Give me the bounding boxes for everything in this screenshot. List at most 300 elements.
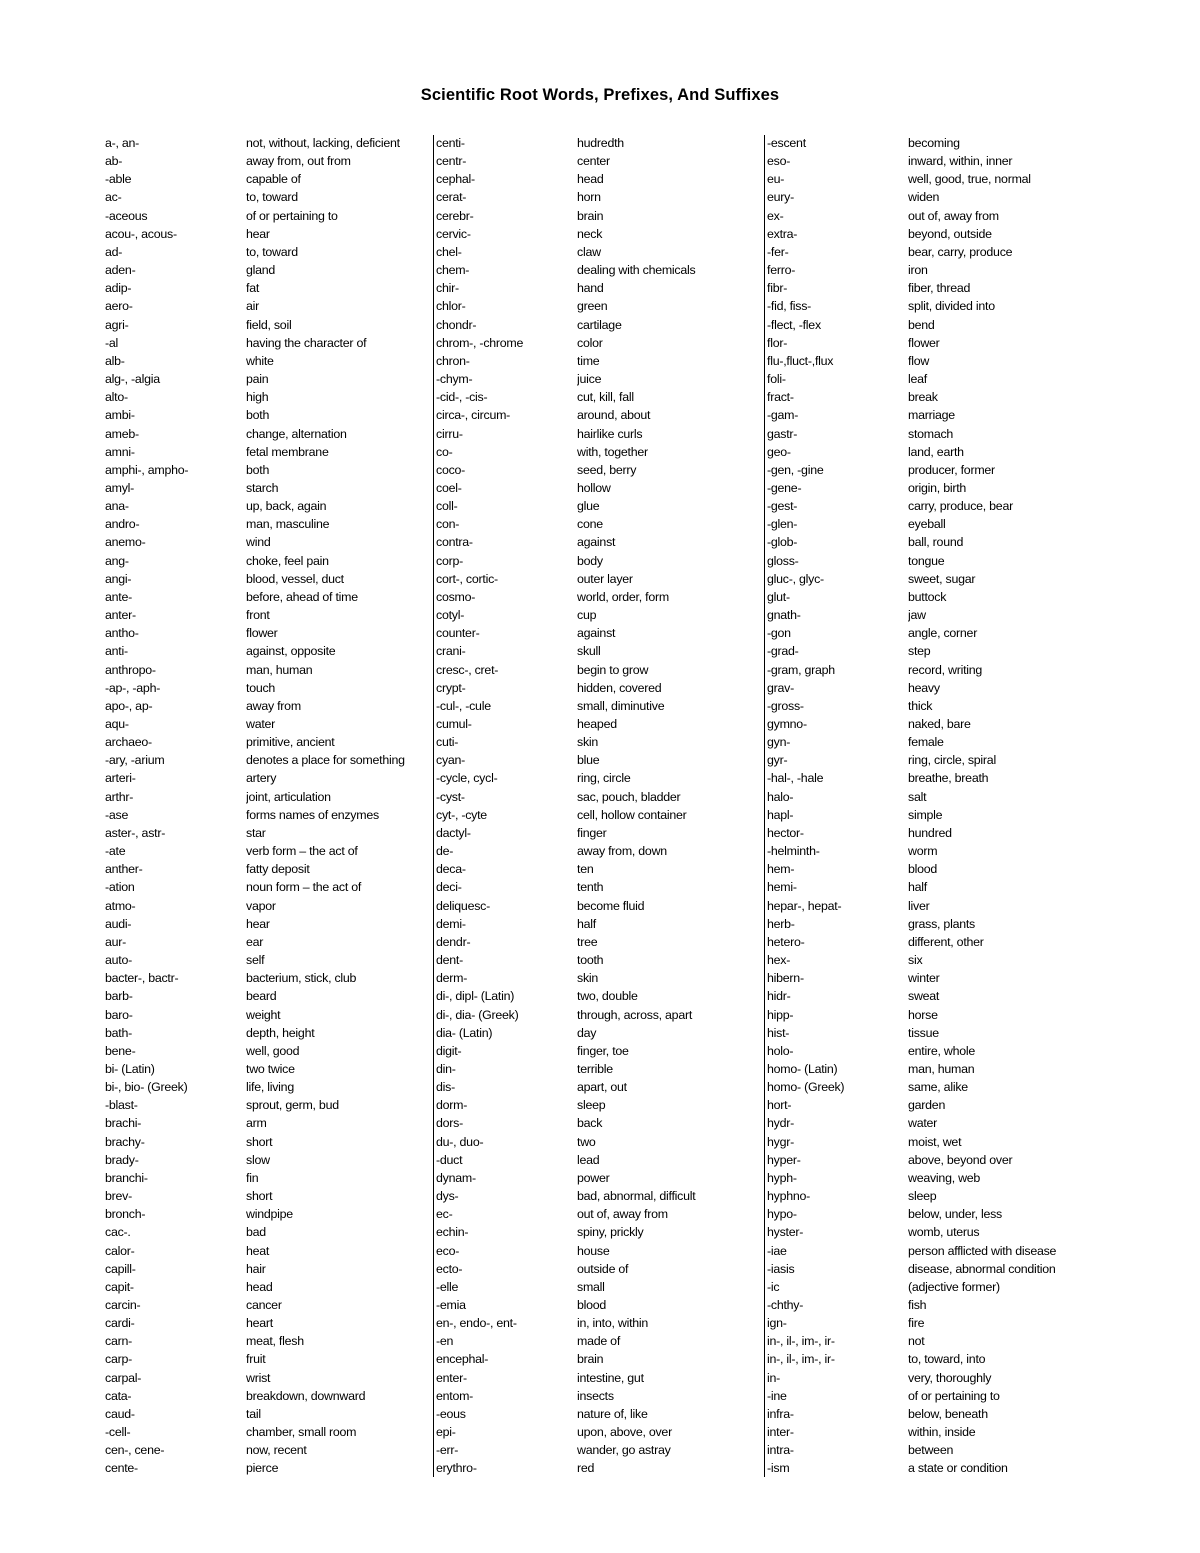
root-term: dors- xyxy=(436,1116,463,1131)
root-meaning: land, earth xyxy=(908,444,964,459)
root-term: chlor- xyxy=(436,299,466,314)
root-meaning: bad xyxy=(246,1225,266,1240)
root-term: gloss- xyxy=(767,553,799,568)
root-term: eso- xyxy=(767,154,791,169)
root-meaning: finger, toe xyxy=(577,1043,629,1058)
root-meaning: below, beneath xyxy=(908,1406,988,1421)
root-meaning: glue xyxy=(577,499,600,514)
root-term: centi- xyxy=(436,136,465,150)
root-term: -fer- xyxy=(767,244,789,259)
root-meaning: sleep xyxy=(908,1189,937,1204)
root-meaning: against, opposite xyxy=(246,644,336,659)
root-term: hyphno- xyxy=(767,1189,811,1204)
root-meaning: lead xyxy=(577,1152,600,1167)
root-term: cervic- xyxy=(436,226,471,241)
root-meaning: of or pertaining to xyxy=(908,1388,1000,1403)
root-meaning: iron xyxy=(908,263,928,278)
root-term: -helminth- xyxy=(767,844,820,859)
root-term: -gen, -gine xyxy=(767,462,824,477)
root-meaning: tooth xyxy=(577,953,604,968)
root-meaning: star xyxy=(246,825,266,840)
root-term: carn- xyxy=(105,1334,132,1349)
root-meaning: neck xyxy=(577,226,603,241)
root-meaning: tongue xyxy=(908,553,945,568)
column-divider xyxy=(764,135,765,1477)
root-meaning: grass, plants xyxy=(908,916,975,931)
root-meaning: tissue xyxy=(908,1025,939,1040)
root-meaning: liver xyxy=(908,898,930,913)
root-meaning: tenth xyxy=(577,880,604,895)
root-meaning: horse xyxy=(908,1007,938,1022)
root-term: gyn- xyxy=(767,735,791,750)
root-term: chrom-, -chrome xyxy=(436,335,524,350)
root-term: chel- xyxy=(436,244,462,259)
root-term: -gam- xyxy=(767,408,799,423)
root-meaning: weight xyxy=(246,1007,281,1022)
root-term: bi- (Latin) xyxy=(105,1061,155,1076)
root-term: fract- xyxy=(767,390,794,405)
root-meaning: hundred xyxy=(908,825,952,840)
root-term: deca- xyxy=(436,862,466,877)
root-term: ante- xyxy=(105,589,132,604)
root-meaning: made of xyxy=(577,1334,621,1349)
root-term: din- xyxy=(436,1061,456,1076)
root-term: alg-, -algia xyxy=(105,372,160,387)
root-term: brev- xyxy=(105,1189,132,1204)
root-term: chron- xyxy=(436,353,470,368)
root-term: -gon xyxy=(767,626,791,641)
root-term: hemi- xyxy=(767,880,797,895)
root-term: -flect, -flex xyxy=(767,317,821,332)
root-meaning: hair xyxy=(246,1261,266,1276)
root-meaning: fatty deposit xyxy=(246,862,310,877)
root-meaning: bad, abnormal, difficult xyxy=(577,1189,696,1204)
root-meaning: hear xyxy=(246,226,270,241)
root-term: grav- xyxy=(767,680,794,695)
page-title: Scientific Root Words, Prefixes, And Suffixes xyxy=(420,86,780,104)
root-term: -hal-, -hale xyxy=(767,771,824,786)
root-meaning: beard xyxy=(246,989,277,1004)
root-meaning: man, human xyxy=(908,1061,975,1076)
root-term: demi- xyxy=(436,916,466,931)
root-meaning: marriage xyxy=(908,408,955,423)
root-meaning: fat xyxy=(246,281,260,296)
root-meaning: power xyxy=(577,1170,610,1185)
root-term: -duct xyxy=(436,1152,463,1167)
root-term: -blast- xyxy=(105,1098,138,1113)
root-meaning: white xyxy=(246,353,274,368)
root-meaning: chamber, small room xyxy=(246,1425,357,1440)
root-term: amyl- xyxy=(105,480,135,495)
root-meaning: brain xyxy=(577,208,604,223)
root-meaning: weaving, web xyxy=(908,1170,981,1185)
root-meaning: half xyxy=(908,880,927,895)
root-term: cerat- xyxy=(436,190,467,205)
root-term: aster-, astr- xyxy=(105,825,166,840)
root-meaning: cartilage xyxy=(577,317,622,332)
root-meaning: bend xyxy=(908,317,935,332)
root-term: chir- xyxy=(436,281,459,296)
root-term: a-, an- xyxy=(105,136,140,150)
column-3 xyxy=(767,134,1098,1478)
root-term: carpal- xyxy=(105,1370,142,1385)
root-term: audi- xyxy=(105,916,132,931)
root-term: ambi- xyxy=(105,408,135,423)
root-meaning: small xyxy=(577,1279,605,1294)
root-meaning: bacterium, stick, club xyxy=(246,971,357,986)
root-term: atmo- xyxy=(105,898,136,913)
root-meaning: upon, above, over xyxy=(577,1425,672,1440)
root-meaning: garden xyxy=(908,1098,946,1113)
root-term: homo- (Latin) xyxy=(767,1061,838,1076)
root-meaning: touch xyxy=(246,680,276,695)
root-meaning: away from, down xyxy=(577,844,667,859)
root-term: brachy- xyxy=(105,1134,145,1149)
root-term: enter- xyxy=(436,1370,467,1385)
root-term: gluc-, glyc- xyxy=(767,571,824,586)
root-meaning: out of, away from xyxy=(577,1207,668,1222)
root-meaning: jaw xyxy=(908,608,926,623)
root-term: cort-, cortic- xyxy=(436,571,498,586)
root-term: -chym- xyxy=(436,372,473,387)
root-term: capill- xyxy=(105,1261,136,1276)
root-term: coll- xyxy=(436,499,458,514)
root-term: carcin- xyxy=(105,1298,141,1312)
root-term: deliquesc- xyxy=(436,898,490,913)
root-meaning: hudredth xyxy=(577,136,624,150)
root-meaning: against xyxy=(577,535,616,550)
root-term: anthropo- xyxy=(105,662,156,677)
root-term: flor- xyxy=(767,335,788,350)
root-term: echin- xyxy=(436,1225,469,1240)
root-term: holo- xyxy=(767,1043,794,1058)
root-meaning: hear xyxy=(246,916,270,931)
root-meaning: body xyxy=(577,553,603,568)
root-meaning: stomach xyxy=(908,426,954,441)
root-term: ana- xyxy=(105,499,129,514)
root-meaning: a state or condition xyxy=(908,1461,1008,1476)
root-meaning: producer, former xyxy=(908,462,995,477)
root-term: -ate xyxy=(105,844,126,859)
root-meaning: pierce xyxy=(246,1461,279,1476)
root-term: corp- xyxy=(436,553,463,568)
root-term: cresc-, cret- xyxy=(436,662,499,677)
root-term: -cyst- xyxy=(436,789,465,804)
root-meaning: short xyxy=(246,1189,273,1204)
root-meaning: primitive, ancient xyxy=(246,735,335,750)
root-term: angi- xyxy=(105,571,132,586)
root-meaning: to, toward, into xyxy=(908,1352,986,1367)
root-term: dys- xyxy=(436,1189,459,1204)
root-term: di-, dia- (Greek) xyxy=(436,1007,519,1022)
root-meaning: heat xyxy=(246,1243,270,1258)
root-meaning: record, writing xyxy=(908,662,983,677)
root-meaning: begin to grow xyxy=(577,662,649,677)
root-meaning: within, inside xyxy=(908,1425,976,1440)
root-term: hetero- xyxy=(767,934,805,949)
root-term: -able xyxy=(105,172,132,187)
root-meaning: flow xyxy=(908,353,930,368)
root-meaning: both xyxy=(246,408,270,423)
root-term: cirru- xyxy=(436,426,463,441)
root-meaning: to, toward xyxy=(246,190,298,205)
root-meaning: water xyxy=(908,1116,938,1131)
root-meaning: sweat xyxy=(908,989,940,1004)
root-meaning: cut, kill, fall xyxy=(577,390,634,405)
root-meaning: simple xyxy=(908,807,943,822)
root-term: -cell- xyxy=(105,1425,131,1440)
root-meaning: moist, wet xyxy=(908,1134,962,1149)
root-meaning: air xyxy=(246,299,260,314)
root-meaning: outer layer xyxy=(577,571,633,586)
root-meaning: bear, carry, produce xyxy=(908,244,1013,259)
root-term: -grad- xyxy=(767,644,799,659)
root-meaning: ear xyxy=(246,934,264,949)
root-meaning: fire xyxy=(908,1316,925,1331)
root-term: in-, il-, im-, ir- xyxy=(767,1352,835,1367)
root-meaning: person afflicted with disease xyxy=(908,1243,1057,1258)
root-meaning: six xyxy=(908,953,923,968)
root-meaning: back xyxy=(577,1116,603,1131)
root-meaning: small, diminutive xyxy=(577,698,665,713)
root-term: intra- xyxy=(767,1443,794,1458)
root-meaning: becoming xyxy=(908,136,960,150)
root-meaning: brain xyxy=(577,1352,604,1367)
root-meaning: slow xyxy=(246,1152,270,1167)
root-term: gnath- xyxy=(767,608,801,623)
root-term: eco- xyxy=(436,1243,460,1258)
root-meaning: denotes a place for something xyxy=(246,753,405,768)
root-term: cephal- xyxy=(436,172,475,187)
root-meaning: capable of xyxy=(246,172,301,187)
root-meaning: heart xyxy=(246,1316,273,1331)
root-meaning: blood, vessel, duct xyxy=(246,571,344,586)
root-meaning: pain xyxy=(246,372,269,387)
root-meaning: tail xyxy=(246,1406,261,1421)
root-term: ecto- xyxy=(436,1261,463,1276)
root-meaning: hand xyxy=(577,281,604,296)
root-term: -gram, graph xyxy=(767,662,835,677)
root-meaning: womb, uterus xyxy=(908,1225,980,1240)
root-meaning: inward, within, inner xyxy=(908,154,1013,169)
root-term: hector- xyxy=(767,825,804,840)
root-term: foli- xyxy=(767,372,786,387)
root-meaning: of or pertaining to xyxy=(246,208,338,223)
root-meaning: half xyxy=(577,916,596,931)
root-meaning: hidden, covered xyxy=(577,680,662,695)
root-meaning: horn xyxy=(577,190,601,205)
root-meaning: vapor xyxy=(246,898,276,913)
root-meaning: thick xyxy=(908,698,933,713)
root-meaning: wander, go astray xyxy=(577,1443,671,1458)
root-term: anti- xyxy=(105,644,128,659)
root-meaning: worm xyxy=(908,844,938,859)
root-meaning: away from xyxy=(246,698,301,713)
root-term: capit- xyxy=(105,1279,134,1294)
root-meaning: (adjective former) xyxy=(908,1279,1000,1294)
root-term: amni- xyxy=(105,444,135,459)
root-term: hibern- xyxy=(767,971,804,986)
root-term: archaeo- xyxy=(105,735,152,750)
root-term: bacter-, bactr- xyxy=(105,971,179,986)
root-meaning: sweet, sugar xyxy=(908,571,976,586)
root-term: cotyl- xyxy=(436,608,465,623)
root-meaning: out of, away from xyxy=(908,208,999,223)
root-term: di-, dipl- (Latin) xyxy=(436,989,515,1004)
root-meaning: cell, hollow container xyxy=(577,807,687,822)
root-term: hex- xyxy=(767,953,791,968)
root-term: eury- xyxy=(767,190,794,205)
root-meaning: artery xyxy=(246,771,277,786)
root-meaning: with, together xyxy=(577,444,648,459)
root-meaning: cup xyxy=(577,608,597,623)
root-term: deci- xyxy=(436,880,462,895)
root-meaning: fetal membrane xyxy=(246,444,329,459)
root-term: cerebr- xyxy=(436,208,474,223)
root-term: hepar-, hepat- xyxy=(767,898,842,913)
root-meaning: hairlike curls xyxy=(577,426,643,441)
root-term: con- xyxy=(436,517,460,532)
root-term: hydr- xyxy=(767,1116,794,1131)
root-term: ad- xyxy=(105,244,123,259)
root-meaning: choke, feel pain xyxy=(246,553,329,568)
root-term: -eous xyxy=(436,1406,466,1421)
root-term: alb- xyxy=(105,353,125,368)
root-term: hypo- xyxy=(767,1207,797,1222)
root-meaning: to, toward xyxy=(246,244,298,259)
root-term: anter- xyxy=(105,608,136,623)
root-meaning: salt xyxy=(908,789,927,804)
root-meaning: blood xyxy=(908,862,938,877)
root-term: chondr- xyxy=(436,317,477,332)
root-term: extra- xyxy=(767,226,798,241)
root-meaning: color xyxy=(577,335,603,350)
root-meaning: forms names of enzymes xyxy=(246,807,379,822)
root-meaning: buttock xyxy=(908,589,947,604)
root-term: cata- xyxy=(105,1388,132,1403)
root-meaning: around, about xyxy=(577,408,651,423)
root-term: ec- xyxy=(436,1207,453,1222)
root-term: counter- xyxy=(436,626,480,641)
root-term: contra- xyxy=(436,535,473,550)
root-term: gastr- xyxy=(767,426,798,441)
root-term: -fid, fiss- xyxy=(767,299,812,314)
root-term: alto- xyxy=(105,390,128,405)
root-meaning: flower xyxy=(908,335,940,350)
root-meaning: field, soil xyxy=(246,317,292,332)
root-meaning: not xyxy=(908,1334,925,1349)
root-term: ign- xyxy=(767,1316,787,1331)
root-meaning: fish xyxy=(908,1298,927,1312)
root-term: -gross- xyxy=(767,698,804,713)
root-meaning: day xyxy=(577,1025,597,1040)
root-term: -gene- xyxy=(767,480,802,495)
root-meaning: well, good, true, normal xyxy=(908,172,1031,187)
root-meaning: fruit xyxy=(246,1352,266,1367)
root-meaning: starch xyxy=(246,480,279,495)
root-meaning: juice xyxy=(577,372,602,387)
root-term: hyph- xyxy=(767,1170,797,1185)
root-term: acou-, acous- xyxy=(105,226,177,241)
root-meaning: front xyxy=(246,608,270,623)
root-meaning: hollow xyxy=(577,480,611,495)
column-divider xyxy=(433,135,434,1477)
root-meaning: seed, berry xyxy=(577,462,637,477)
root-meaning: joint, articulation xyxy=(246,789,331,804)
root-meaning: intestine, gut xyxy=(577,1370,644,1385)
root-meaning: not, without, lacking, deficient xyxy=(246,136,400,150)
root-term: -ation xyxy=(105,880,135,895)
root-meaning: wind xyxy=(246,535,271,550)
root-meaning: wrist xyxy=(246,1370,271,1385)
root-meaning: step xyxy=(908,644,931,659)
root-term: digit- xyxy=(436,1043,462,1058)
root-term: erythro- xyxy=(436,1461,477,1476)
root-meaning: against xyxy=(577,626,616,641)
root-term: dent- xyxy=(436,953,463,968)
root-meaning: disease, abnormal condition xyxy=(908,1261,1056,1276)
root-meaning: same, alike xyxy=(908,1080,968,1095)
root-meaning: depth, height xyxy=(246,1025,315,1040)
root-term: hapl- xyxy=(767,807,794,822)
root-term: -ine xyxy=(767,1388,787,1403)
root-term: cuti- xyxy=(436,735,459,750)
root-term: calor- xyxy=(105,1243,135,1258)
root-term: -cul-, -cule xyxy=(436,698,491,713)
root-term: cente- xyxy=(105,1461,138,1476)
root-meaning: leaf xyxy=(908,372,927,387)
root-term: in-, il-, im-, ir- xyxy=(767,1334,835,1349)
root-meaning: high xyxy=(246,390,269,405)
root-term: -aceous xyxy=(105,208,148,223)
root-meaning: become fluid xyxy=(577,898,645,913)
root-meaning: tree xyxy=(577,934,598,949)
root-meaning: skin xyxy=(577,971,599,986)
root-term: cumul- xyxy=(436,717,472,731)
root-meaning: away from, out from xyxy=(246,154,351,169)
root-term: -ase xyxy=(105,807,129,822)
root-meaning: house xyxy=(577,1243,610,1258)
root-meaning: man, human xyxy=(246,662,313,677)
root-meaning: naked, bare xyxy=(908,717,971,731)
root-meaning: head xyxy=(577,172,604,187)
root-term: -ap-, -aph- xyxy=(105,680,161,695)
root-term: -cid-, -cis- xyxy=(436,390,488,405)
root-term: anemo- xyxy=(105,535,146,550)
root-term: ac- xyxy=(105,190,122,205)
root-term: du-, duo- xyxy=(436,1134,484,1149)
root-meaning: below, under, less xyxy=(908,1207,1003,1222)
root-meaning: world, order, form xyxy=(577,589,669,604)
root-meaning: gland xyxy=(246,263,276,278)
root-term: adip- xyxy=(105,281,132,296)
root-meaning: breathe, breath xyxy=(908,771,989,786)
root-term: ameb- xyxy=(105,426,139,441)
root-term: bi-, bio- (Greek) xyxy=(105,1080,188,1095)
root-meaning: ball, round xyxy=(908,535,964,550)
root-meaning: dealing with chemicals xyxy=(577,263,696,278)
root-term: brachi- xyxy=(105,1116,142,1131)
root-term: hygr- xyxy=(767,1134,794,1149)
root-term: ab- xyxy=(105,154,123,169)
root-meaning: heavy xyxy=(908,680,940,695)
root-term: crani- xyxy=(436,644,466,659)
root-meaning: time xyxy=(577,353,600,368)
root-term: -ary, -arium xyxy=(105,753,165,768)
root-term: -ism xyxy=(767,1461,790,1476)
root-meaning: skull xyxy=(577,644,601,659)
root-meaning: winter xyxy=(908,971,940,986)
